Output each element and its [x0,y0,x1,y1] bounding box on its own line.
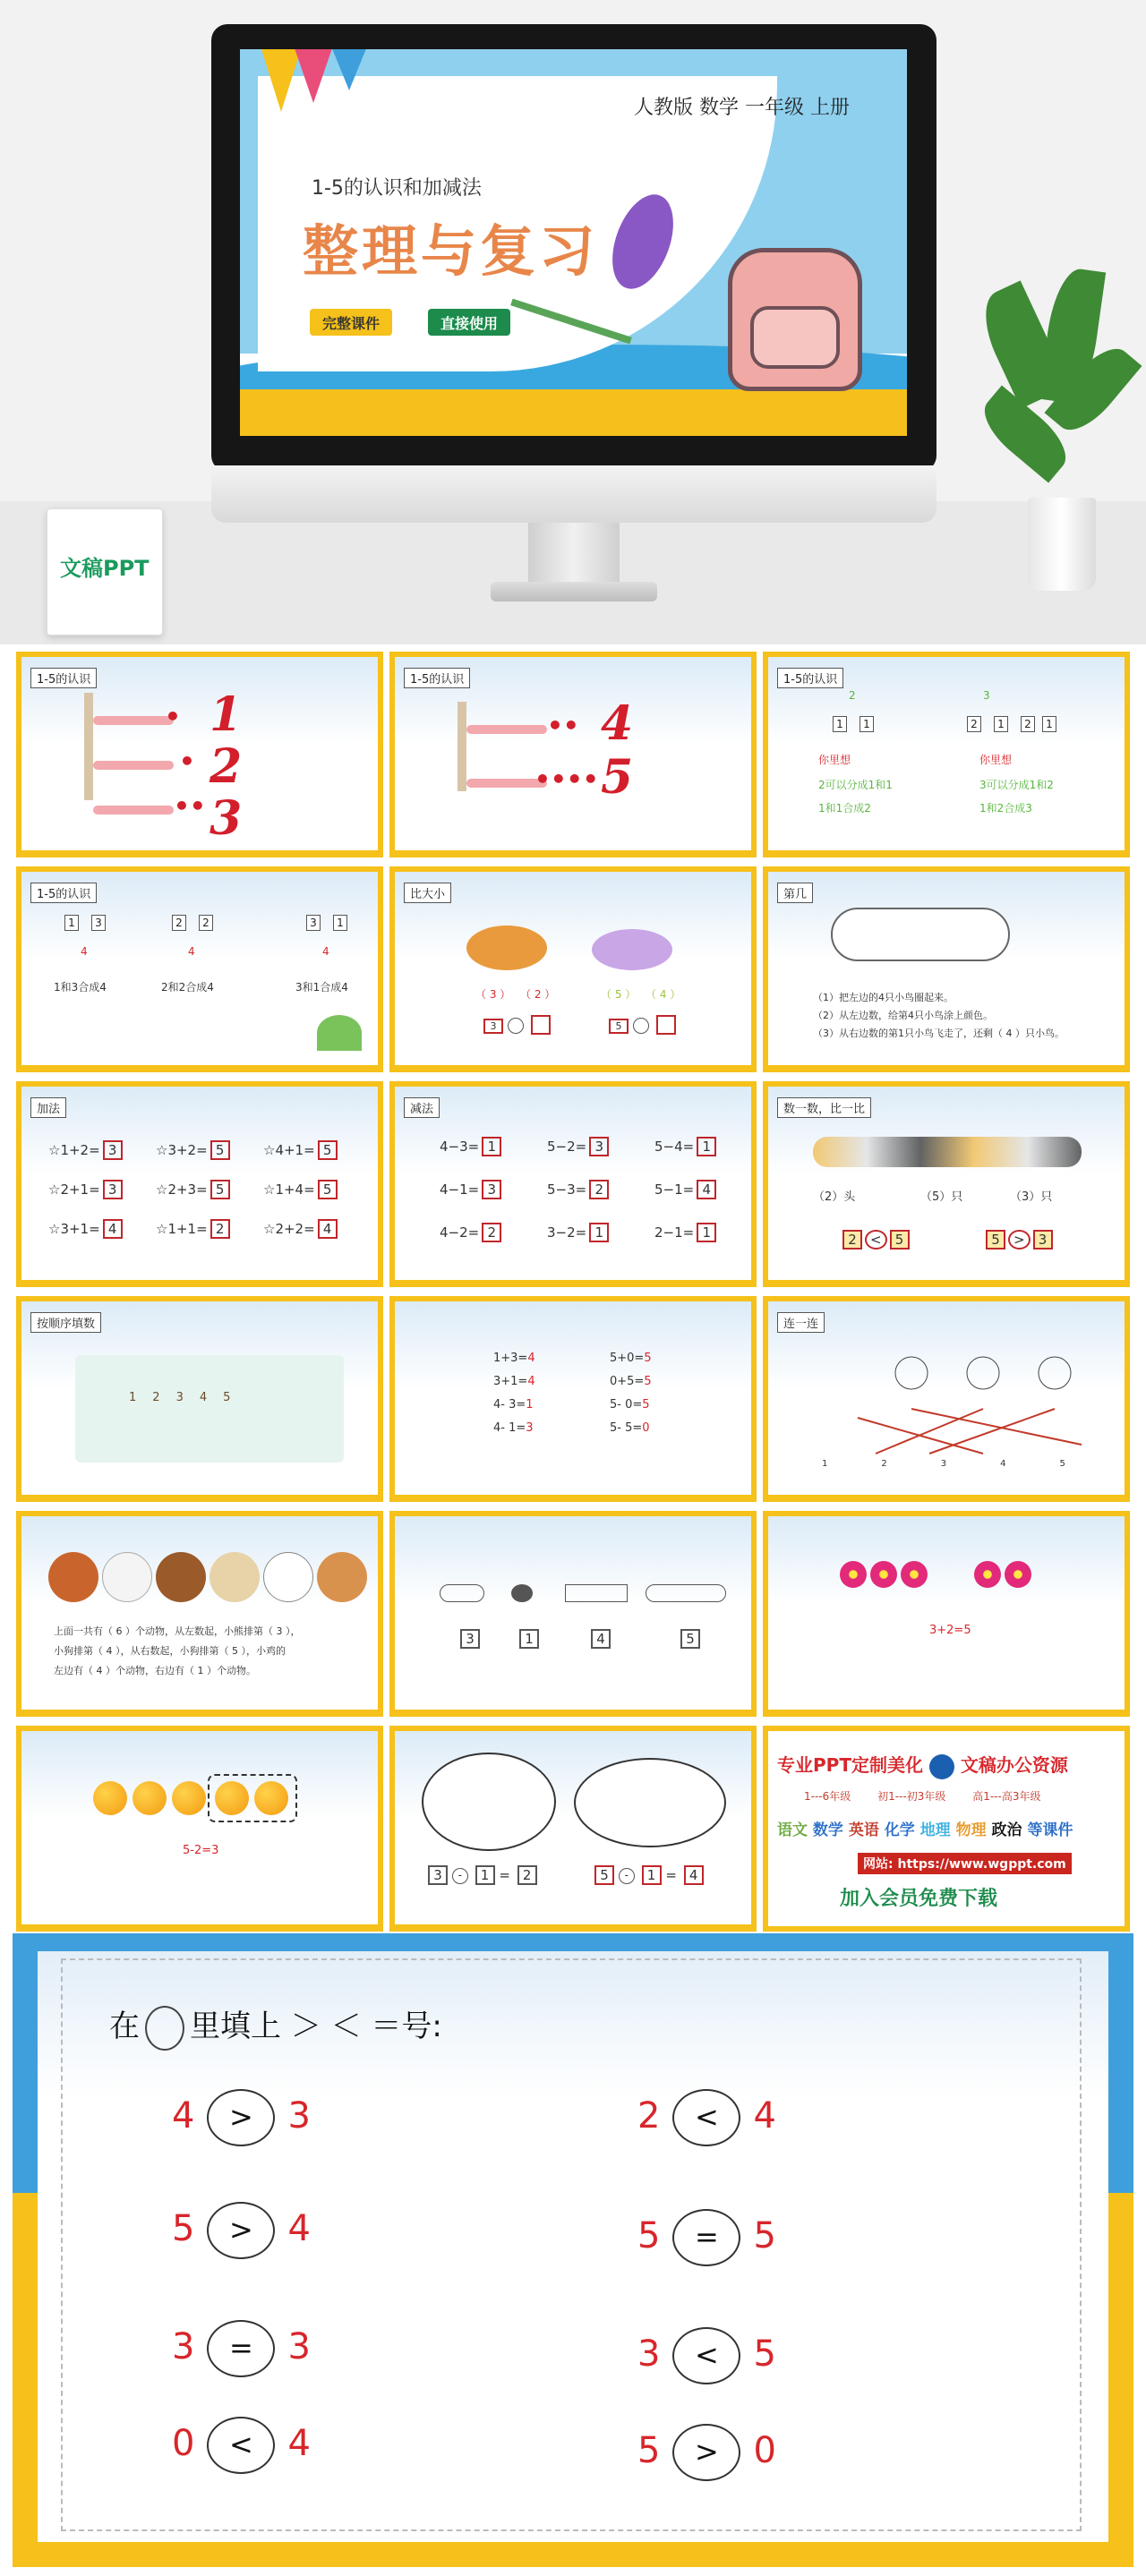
answer: 2可以分成1和1 [818,779,893,791]
tree-bottom: 4 [322,945,329,958]
operator-circle[interactable]: > [672,2424,740,2481]
flower-icon [870,1561,897,1588]
digit: 2 [210,739,243,794]
slide-tag: 加法 [30,1097,66,1118]
equation: 5-2=3 [183,1844,219,1857]
slide-thumbnail-8[interactable]: 减法 4−3= 1 5−2= 3 5−4= 1 4−1= 3 5−3= 2 5−1= 4 4−2= 2 3−2= 1 2−1= 1 [389,1081,757,1287]
operator-circle[interactable]: < [672,2327,740,2384]
dog-icon [210,1552,260,1602]
answer-box: 3 [483,1019,503,1034]
monitor-stand [528,523,620,585]
backpack-icon [728,248,862,391]
comparison-item: 5 = 5 [637,2209,776,2266]
slide-thumbnail-12[interactable]: 连一连 12345 [763,1296,1130,1502]
slide-tag: 1-5的认识 [777,668,843,688]
ad-brand: 文稿办公资源 [960,1754,1068,1776]
count: （5）只 [920,1190,963,1204]
tree-box: 3 [306,915,321,931]
slide-tag: 比大小 [404,883,451,903]
fruit-outline-icon [440,1584,484,1602]
question-line: （3）从右边数的第1只小鸟飞走了，还剩（ 4 ）只小鸟。 [813,1028,1065,1039]
birds-icon [831,908,1010,961]
bird-icon [317,1015,362,1051]
chick-icon [263,1552,313,1602]
prompt: 你里想 [979,754,1013,766]
comparison-slide [13,1933,1133,2567]
answer: 1和1合成2 [818,802,871,815]
tree-box: 2 [172,915,186,931]
slide-thumbnail-16[interactable] [16,1726,383,1932]
brand-logo-icon [929,1754,954,1779]
bear-icon [156,1552,206,1602]
slide-tag: 连一连 [777,1312,825,1333]
instruction: 在 里填上 ＞ ＜ ＝号: [109,2001,442,2051]
hero-mockup [0,0,1146,644]
guinea-pig-icon [317,1552,367,1602]
ad-slide[interactable]: 专业PPT定制美化 文稿办公资源 1---6年级 初1---初3年级 高1---高3年级 语文 数学 英语 化学 地理 物理 政治 等课件 网站: https://www.wgppt.com 加入会员免费下载 [763,1726,1130,1932]
comparison-item: 2 < 4 [637,2089,776,2146]
count: （ 3 ） [475,988,511,1001]
comparison-item: 5 > 4 [172,2202,311,2259]
tree-text: 2和2合成4 [161,981,214,994]
slide-thumbnail-17[interactable]: 3 - 1 = 2 5 - 1 = 4 [389,1726,757,1932]
ad-headline: 专业PPT定制美化 [777,1754,923,1776]
bunting-flag-icon [329,49,369,90]
comparison-item: 5 > 0 [637,2424,776,2481]
story-line: 左边有（ 4 ）个动物，右边有（ 1 ）个动物。 [54,1665,256,1676]
cover-title: 整理与复习 [303,218,599,284]
tree-box: 2 [967,716,981,732]
animals-row-icon [813,1137,1082,1167]
comparison-item: 3 < 5 [637,2327,776,2384]
slide-thumbnail-9[interactable]: 数一数，比一比 （2）头 （5）只 （3）只 2 < 5 5 > 3 [763,1081,1130,1287]
comparison-item: 3 = 3 [172,2320,311,2377]
operator-circle[interactable]: < [672,2089,740,2146]
slide-tag: 1-5的认识 [30,668,97,688]
orange-icon [172,1781,206,1815]
desk-calendar [47,508,163,635]
operator-circle[interactable]: = [672,2209,740,2266]
tree-top: 3 [983,689,990,702]
tree-box: 1 [994,716,1008,732]
story-line: 小狗排第（ 4 ），从右数起，小狗排第（ 5 ），小鸡的 [54,1645,286,1657]
operator-circle[interactable]: > [207,2202,275,2259]
count: （ 2 ） [520,988,556,1001]
slide-thumbnail-4[interactable] [16,866,383,1072]
prompt: 你里想 [818,754,851,766]
cover-subtitle: 1-5的认识和加减法 [312,177,482,200]
plant-pot [1028,498,1096,591]
tree-box: 1 [860,716,874,732]
slide-thumbnail-2[interactable]: 1-5的认识 •• •••• 4 5 [389,652,757,857]
tree-bottom: 4 [81,945,88,958]
slide-tag: 1-5的认识 [404,668,470,688]
tree-box: 1 [833,716,847,732]
question-line: （2）从左边数，给第4只小鸟涂上颜色。 [813,1010,993,1021]
hedgehog-icon [511,1584,533,1602]
flower-icon [901,1561,928,1588]
duck-icon [102,1552,152,1602]
count: （2）头 [813,1190,856,1204]
flowers-icon [592,929,672,970]
orange-icon [215,1781,249,1815]
question-line: （1）把左边的4只小鸟圈起来。 [813,992,954,1003]
house-numbers: 12345 [129,1391,247,1404]
ad-site-link[interactable]: 网站: https://www.wgppt.com [858,1853,1072,1874]
flower-icon [974,1561,1001,1588]
answer: 3可以分成1和2 [979,779,1054,791]
tree-box: 2 [199,915,213,931]
orange-icon [254,1781,288,1815]
slide-tag: 1-5的认识 [30,883,97,903]
slide-thumbnail-11[interactable]: 1+3=4 3+1=4 4- 3=1 4- 1=3 5+0=5 0+5=5 5- 0=5 5- 5=0 [389,1296,757,1502]
orange-icon [133,1781,167,1815]
comparison-item: 4 > 3 [172,2089,311,2146]
blank-circle-icon [145,2006,184,2051]
brand-logo: 文稿PPT [60,556,150,581]
answer-box: 5 [609,1019,629,1034]
cars-icon [565,1584,628,1602]
slide-thumbnail-3[interactable]: 1-5的认识 2 1 1 3 2 1 2 1 你里想 你里想 2可以分成1和1 1和1合成2 3可以分成1和2 1和2合成3 [763,652,1130,857]
slide-thumbnail-5[interactable] [389,866,757,1072]
orange-icon [93,1781,127,1815]
tree-box: 1 [333,915,347,931]
slide-thumbnail-grid [0,644,1146,1933]
slide-thumbnail-15[interactable] [763,1511,1130,1717]
story-line: 上面一共有（ 6 ）个动物，从左数起，小熊排第（ 3 ）， [54,1625,301,1637]
tree-text: 1和3合成4 [54,981,107,994]
tree-text: 3和1合成4 [295,981,348,994]
answer: 1和2合成3 [979,802,1032,815]
comparison-item: 0 < 4 [172,2417,311,2474]
birds-branch-icon [574,1758,726,1847]
matching-lines [804,1337,1099,1471]
flower-icon [1005,1561,1031,1588]
count: （3）只 [1010,1190,1053,1204]
operator-circle[interactable]: < [207,2417,275,2474]
equation: 3+2=5 [929,1624,971,1637]
ad-cta[interactable]: 加入会员免费下载 [840,1888,998,1910]
cover-slide [240,49,907,436]
tree-box: 1 [64,915,79,931]
slide-thumbnail-6[interactable] [763,866,1130,1072]
rooster-icon [48,1552,98,1602]
tree-bottom: 4 [188,945,195,958]
squirrels-icon [466,925,547,970]
monitor-base [491,582,657,601]
pill-complete: 完整课件 [310,309,392,336]
flower-icon [840,1561,867,1588]
digit: 3 [210,791,243,846]
slide-tag: 按顺序填数 [30,1312,101,1333]
cover-edition: 人教版 数学 一年级 上册 [634,97,850,119]
digit: 5 [601,750,634,805]
count: （ 5 ） [601,988,637,1001]
slide-tag: 减法 [404,1097,440,1118]
slide-tag: 第几 [777,883,813,903]
operator-circle[interactable]: > [207,2089,275,2146]
slide-thumbnail-1[interactable]: 1-5的认识 • •• • 1 2 3 [16,652,383,857]
birds-branch-icon [422,1753,556,1851]
slide-tag: 数一数，比一比 [777,1097,871,1118]
tree-top: 2 [849,689,856,702]
slide-thumbnail-13[interactable] [16,1511,383,1717]
slide-thumbnail-7[interactable]: 加法 ☆1+2= 3 ☆3+2= 5 ☆4+1= 5 ☆2+1= 3 ☆2+3= 5 ☆1+4= 5 ☆3+1= 4 ☆1+1= 2 ☆2+2= 4 [16,1081,383,1287]
pill-direct: 直接使用 [428,309,510,336]
digit: 1 [210,687,243,742]
leaves-icon [646,1584,726,1602]
monitor-chin [211,465,936,523]
bunting-flag-icon [294,49,333,103]
operator-circle[interactable]: = [207,2320,275,2377]
slide-thumbnail-10[interactable] [16,1296,383,1502]
count: （ 4 ） [646,988,681,1001]
digit: 4 [601,696,634,751]
slide-thumbnail-14[interactable]: 3 1 4 5 [389,1511,757,1717]
tree-box: 3 [91,915,106,931]
